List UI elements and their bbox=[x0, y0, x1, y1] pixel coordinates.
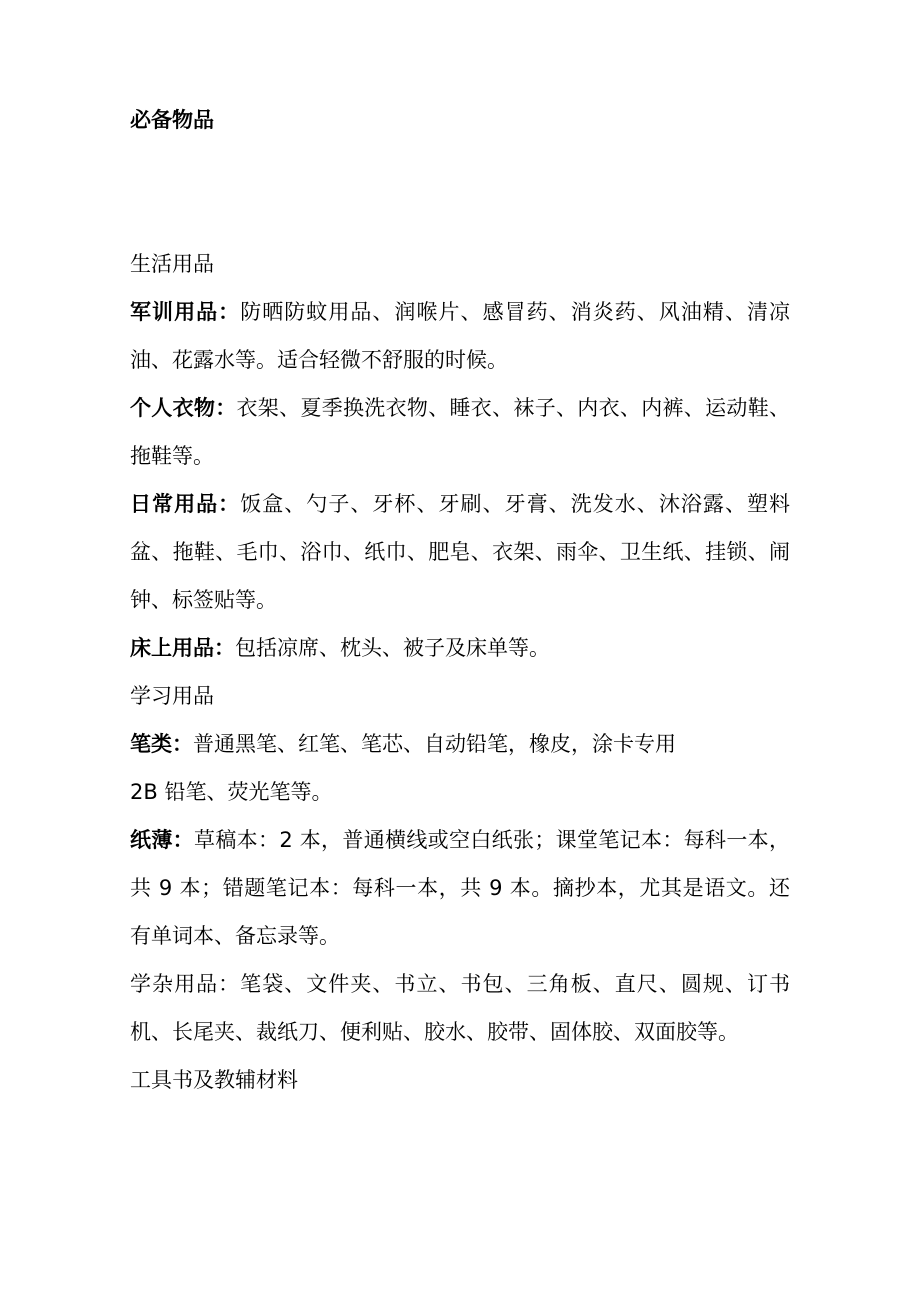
paragraph-daily-necessities bbox=[130, 480, 790, 624]
item-text: 饭盒、勺子、牙杯、牙刷、牙膏、洗发水、沐浴露、塑料盆、拖鞋、毛巾、浴巾、纸巾、肥皂、衣架、雨伞、卫生纸、挂锁、闹钟、标签贴等。 bbox=[130, 492, 791, 612]
section-heading-study-supplies: 学习用品 bbox=[130, 684, 214, 708]
paragraph-notebooks bbox=[130, 816, 790, 960]
item-text: 普通黑笔、红笔、笔芯、自动铅笔，橡皮，涂卡专用 bbox=[193, 732, 676, 756]
item-label: 笔类： bbox=[130, 732, 193, 756]
item-text: 包括凉席、枕头、被子及床单等。 bbox=[235, 636, 550, 660]
paragraph-military-training-supplies bbox=[130, 288, 790, 384]
item-text: 学杂用品：笔袋、文件夹、书立、书包、三角板、直尺、圆规、订书机、长尾夹、裁纸刀、便利贴、胶水、胶带、固体胶、双面胶等。 bbox=[130, 972, 790, 1044]
document-body bbox=[130, 240, 790, 1104]
section-heading-reference-books: 工具书及教辅材料 bbox=[130, 1068, 298, 1092]
item-text: 草稿本：2 本，普通横线或空白纸张；课堂笔记本：每科一本，共 9 本；错题笔记本：每科一本，共 9 本。摘抄本，尤其是语文。还有单词本、备忘录等。 bbox=[130, 828, 790, 948]
paragraph-stationery bbox=[130, 960, 790, 1056]
item-label: 个人衣物： bbox=[130, 396, 237, 420]
item-text: 衣架、夏季换洗衣物、睡衣、袜子、内衣、内裤、运动鞋、拖鞋等。 bbox=[130, 396, 790, 468]
item-text: 防晒防蚊用品、润喉片、感冒药、消炎药、风油精、清凉油、花露水等。适合轻微不舒服的时候。 bbox=[130, 300, 791, 372]
document-title: 必备物品 bbox=[130, 108, 214, 132]
paragraph-pens bbox=[130, 720, 790, 816]
item-label: 日常用品： bbox=[130, 492, 241, 516]
paragraph-personal-clothing bbox=[130, 384, 790, 480]
item-label: 军训用品： bbox=[130, 300, 241, 324]
item-label: 纸薄： bbox=[130, 828, 194, 852]
item-label: 床上用品： bbox=[130, 636, 235, 660]
paragraph-bedding bbox=[130, 624, 790, 672]
section-heading-daily-supplies: 生活用品 bbox=[130, 252, 214, 276]
item-text-continued: 2B 铅笔、荧光笔等。 bbox=[130, 780, 333, 804]
